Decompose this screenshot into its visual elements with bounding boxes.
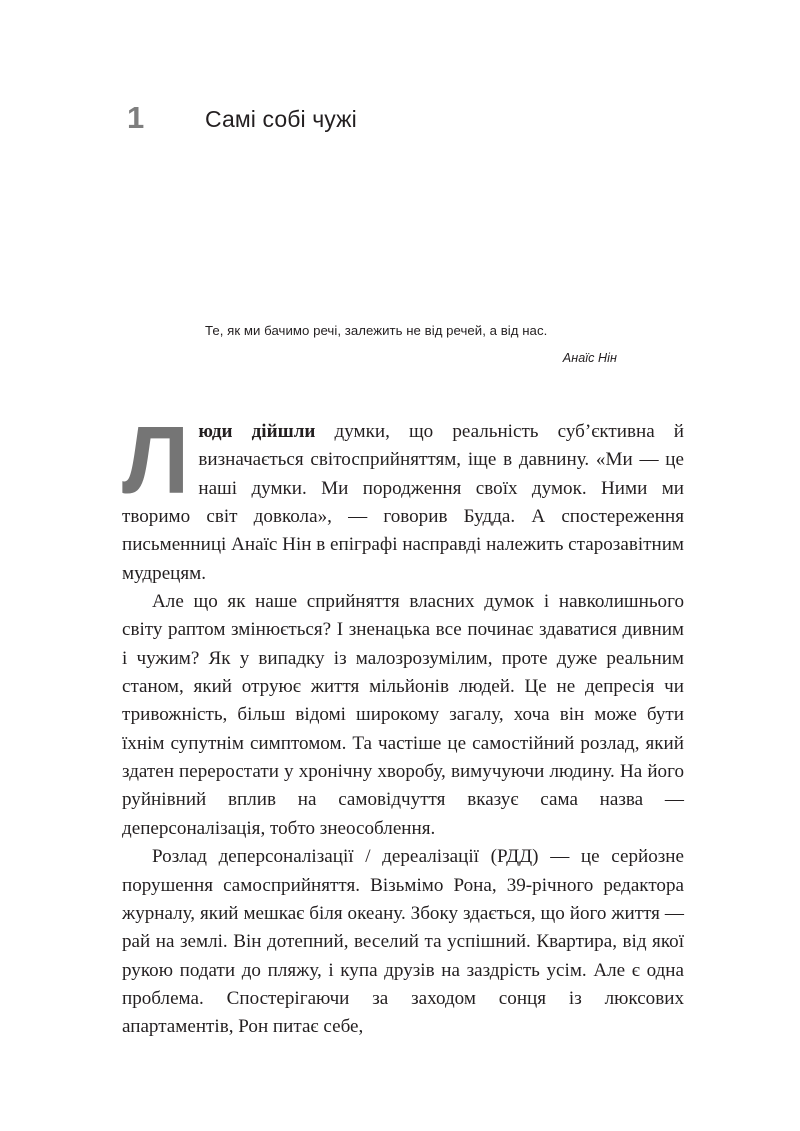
paragraph xyxy=(122,588,684,843)
paragraph xyxy=(122,843,684,1041)
paragraph-text: думки, що реальність суб’єктивна й визначається світосприйняттям, іще в давнину. «Ми — це наші думки. Ми породження своїх думок. Ними ми творимо світ довкола», — говорив Будда. А спостереження письменниці Анаїс Нін в епіграфі насправді належить старозавітним мудрецям. xyxy=(122,421,684,584)
epigraph-quote: Те, як ми бачимо речі, залежить не від речей, а від нас. xyxy=(205,323,548,338)
epigraph-block xyxy=(205,320,617,366)
chapter-header xyxy=(122,98,683,144)
epigraph-attribution: Анаїс Нін xyxy=(562,351,617,365)
paragraph-lead-in: юди дійшли xyxy=(198,421,316,442)
drop-cap-letter: Л xyxy=(122,407,190,514)
body-text xyxy=(122,407,684,1042)
chapter-title: Самі собі чужі xyxy=(205,106,357,132)
chapter-number: 1 xyxy=(127,100,145,135)
paragraph xyxy=(122,407,684,588)
paragraph-text: Але що як наше сприйняття власних думок і навколишнього світу раптом змінюється? І зненацька все починає здаватися дивним і чужим? Як у випадку із малозрозумілим, проте дуже реальним станом, який отруює життя мільйонів людей. Це не депресія чи тривожність, більш відомі широкому загалу, хоча він може бути їхнім супутнім симптомом. Та частіше це самостійний розлад, який здатен переростати у хронічну хворобу, вимучуючи людину. На його руйнівний вплив на самовідчуття вказує сама назва — деперсоналізація, тобто знеособлення. xyxy=(122,591,684,839)
paragraph-text: Розлад деперсоналізації / дереалізації (РДД) — це серйозне порушення самосприйняття. Візьмімо Рона, 39-річного редактора журналу, який мешкає біля океану. Збоку здається, що його життя — рай на землі. Він дотепний, веселий та успішний. Квартира, від якої рукою подати до пляжу, і купа друзів на заздрість усім. Але є одна проблема. Спостерігаючи за заходом сонця із люксових апартаментів, Рон питає себе, xyxy=(122,846,684,1038)
